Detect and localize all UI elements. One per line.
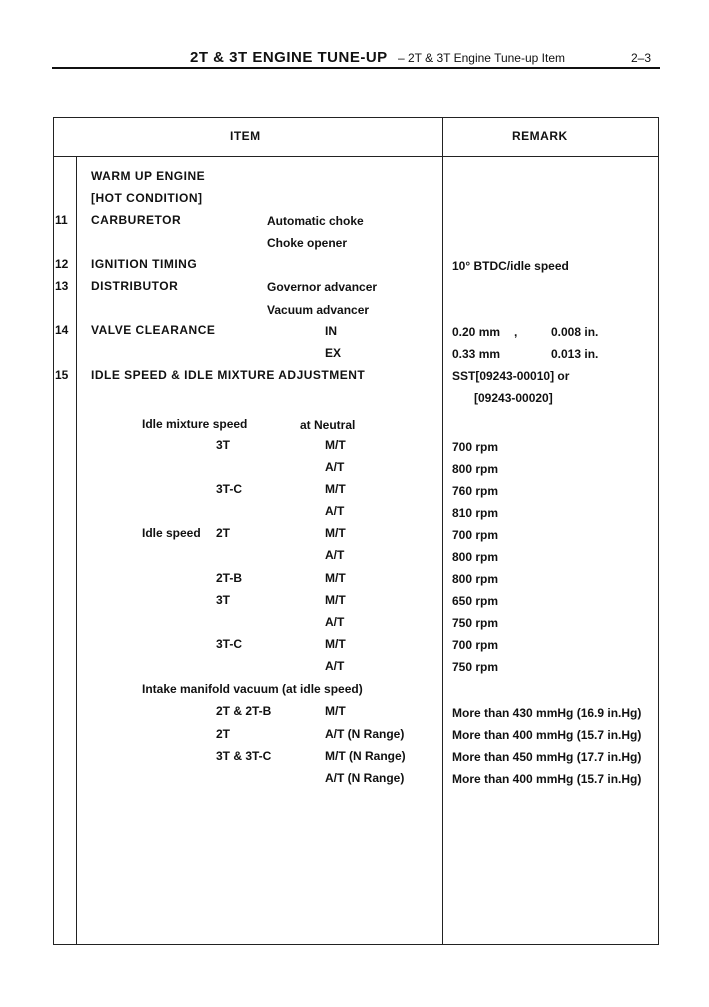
header-rule	[52, 67, 660, 69]
item-number-14: 14	[55, 323, 69, 337]
sub-automatic-choke: Automatic choke	[267, 214, 364, 228]
item-carburetor: CARBURETOR	[91, 213, 182, 227]
page-number: 2–3	[631, 51, 652, 65]
table-row-value: 760 rpm	[452, 484, 499, 498]
table-row-engine: 3T	[216, 593, 231, 607]
table-row-trans: M/T	[325, 438, 346, 452]
table-row-value: 800 rpm	[452, 550, 499, 564]
sub-exhaust: EX	[325, 346, 342, 360]
table-row-trans: M/T (N Range)	[325, 749, 406, 763]
table-row-trans: A/T (N Range)	[325, 771, 405, 785]
sub-governor-advancer: Governor advancer	[267, 280, 378, 294]
table-row-value: 700 rpm	[452, 528, 499, 542]
table-row-engine: 3T-C	[216, 637, 243, 651]
vacuum-label: Intake manifold vacuum (at idle speed)	[142, 682, 363, 696]
table-row-trans: A/T	[325, 460, 345, 474]
table-row-value: More than 400 mmHg (15.7 in.Hg)	[452, 728, 642, 742]
table-row-value: 700 rpm	[452, 440, 499, 454]
item-warmup: WARM UP ENGINE	[91, 169, 206, 183]
table-row-trans: M/T	[325, 704, 346, 718]
remark-sst-1: SST[09243-00010] or	[452, 369, 570, 383]
remark-intake-mm: 0.20 mm	[452, 325, 501, 339]
table-row-trans: M/T	[325, 637, 346, 651]
sub-choke-opener: Choke opener	[267, 236, 348, 250]
table-row-value: More than 450 mmHg (17.7 in.Hg)	[452, 750, 642, 764]
item-number-13: 13	[55, 279, 69, 293]
table-row-engine: 2T	[216, 526, 231, 540]
table-row-trans: A/T	[325, 548, 345, 562]
table-row-trans: A/T (N Range)	[325, 727, 405, 741]
table-row-value: 750 rpm	[452, 660, 499, 674]
table-row-value: 810 rpm	[452, 506, 499, 520]
item-hot-condition: [HOT CONDITION]	[91, 191, 203, 205]
table-header-rule	[53, 156, 659, 157]
table-row-trans: A/T	[325, 659, 345, 673]
table-number-divider	[76, 156, 77, 945]
idle-mixture-condition: at Neutral	[300, 418, 356, 432]
item-ignition-timing: IGNITION TIMING	[91, 257, 198, 271]
remark-exhaust-in: 0.013 in.	[551, 347, 599, 361]
item-number-15: 15	[55, 368, 69, 382]
table-row-trans: A/T	[325, 504, 345, 518]
idle-speed-label: Idle speed	[142, 526, 201, 540]
table-row-trans: M/T	[325, 593, 346, 607]
sub-vacuum-advancer: Vacuum advancer	[267, 303, 370, 317]
column-header-remark: REMARK	[512, 129, 568, 143]
remark-intake-separator: ,	[514, 325, 518, 339]
item-number-11: 11	[55, 213, 68, 227]
item-valve-clearance: VALVE CLEARANCE	[91, 323, 216, 337]
table-row-trans: M/T	[325, 482, 346, 496]
table-column-divider	[442, 117, 443, 945]
table-row-value: 700 rpm	[452, 638, 499, 652]
table-row-engine: 2T & 2T-B	[216, 704, 272, 718]
table-row-engine: 3T & 3T-C	[216, 749, 272, 763]
item-distributor: DISTRIBUTOR	[91, 279, 179, 293]
table-row-engine: 2T-B	[216, 571, 243, 585]
remark-intake-in: 0.008 in.	[551, 325, 599, 339]
table-row-engine: 3T	[216, 438, 231, 452]
table-row-value: 650 rpm	[452, 594, 499, 608]
table-row-trans: M/T	[325, 526, 346, 540]
item-number-12: 12	[55, 257, 69, 271]
page-title: 2T & 3T ENGINE TUNE-UP	[190, 49, 388, 66]
remark-exhaust-mm: 0.33 mm	[452, 347, 501, 361]
table-row-value: 800 rpm	[452, 462, 499, 476]
remark-sst-2: [09243-00020]	[474, 391, 553, 405]
table-row-value: More than 430 mmHg (16.9 in.Hg)	[452, 706, 642, 720]
table-row-value: 800 rpm	[452, 572, 499, 586]
table-row-engine: 2T	[216, 727, 231, 741]
table-row-trans: A/T	[325, 615, 345, 629]
page-subtitle: – 2T & 3T Engine Tune-up Item	[398, 51, 565, 65]
table-row-value: 750 rpm	[452, 616, 499, 630]
table-row-engine: 3T-C	[216, 482, 243, 496]
sub-intake: IN	[325, 324, 337, 338]
item-idle-adjustment: IDLE SPEED & IDLE MIXTURE ADJUSTMENT	[91, 368, 366, 382]
column-header-item: ITEM	[230, 129, 261, 143]
table-row-trans: M/T	[325, 571, 346, 585]
table-row-value: More than 400 mmHg (15.7 in.Hg)	[452, 772, 642, 786]
idle-mixture-label: Idle mixture speed	[142, 417, 248, 431]
remark-ignition-timing: 10° BTDC/idle speed	[452, 259, 569, 273]
